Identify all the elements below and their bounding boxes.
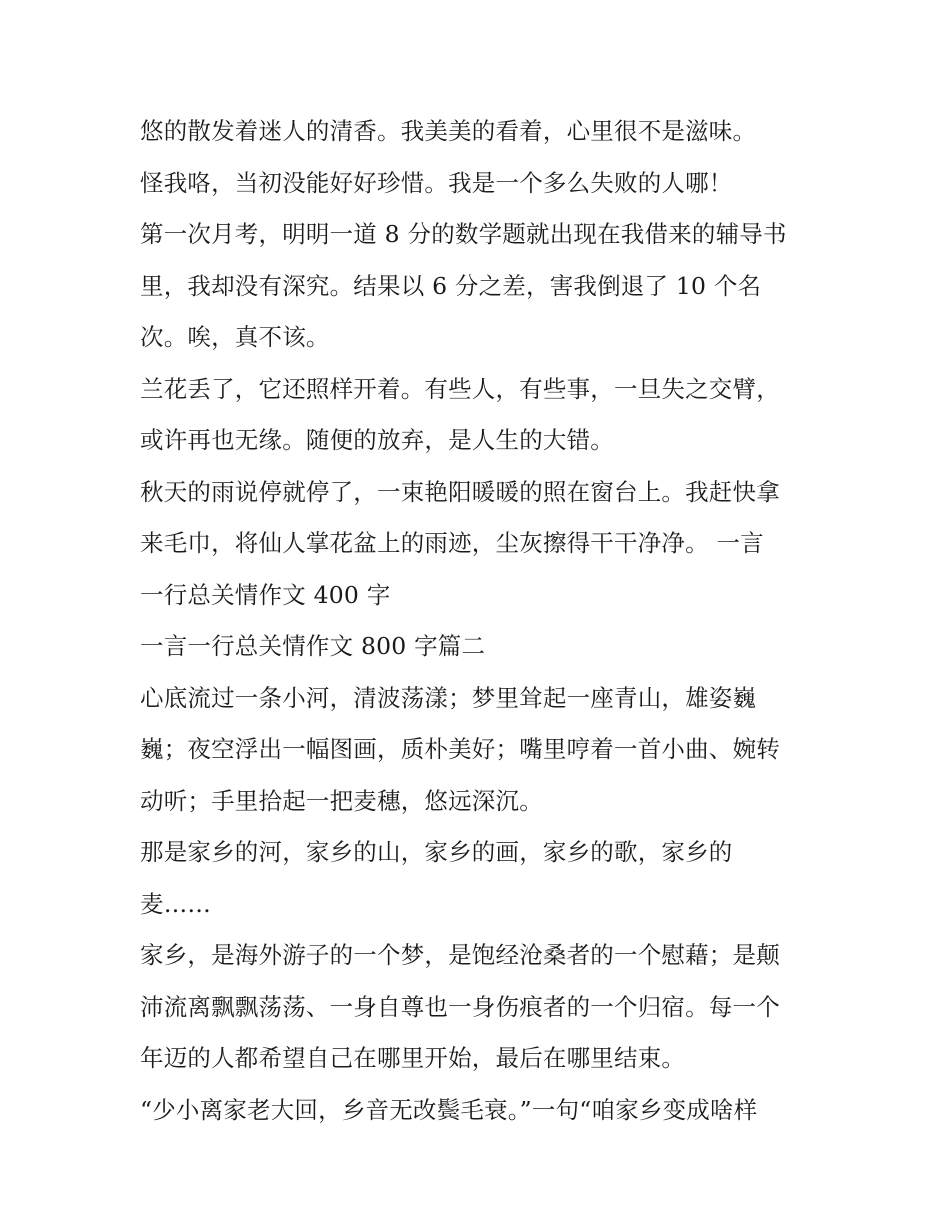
text-line: 秋天的雨说停就停了，一束艳阳暖暖的照在窗台上。我赶快拿 <box>140 477 780 506</box>
text-line: “少小离家老大回，乡音无改鬓毛衰。”一句“咱家乡变成啥样 <box>140 1095 758 1124</box>
text-line: 家乡，是海外游子的一个梦，是饱经沧桑者的一个慰藉；是颠 <box>140 941 780 969</box>
essay-text <box>140 106 820 1136</box>
text-line: 一行总关情作文 400 字 <box>140 580 391 609</box>
text-line: 沛流离飘飘荡荡、一身自尊也一身伤痕者的一个归宿。每一个 <box>140 992 780 1021</box>
text-line: 或许再也无缘。随便的放弃，是人生的大错。 <box>140 426 614 454</box>
text-line: 心底流过一条小河，清波荡漾；梦里耸起一座青山，雄姿巍 <box>140 683 757 712</box>
section-heading: 一言一行总关情作文 800 字篇二 <box>140 632 486 660</box>
text-line: 次。唉，真不该。 <box>140 323 330 351</box>
text-line: 来毛巾，将仙人掌花盆上的雨迹，尘灰擦得干干净净。 一言 <box>140 529 764 557</box>
text-line: 怪我咯，当初没能好好珍惜。我是一个多么失败的人哪！ <box>140 168 733 197</box>
text-line: 那是家乡的河，家乡的山，家乡的画，家乡的歌，家乡的 <box>140 838 733 866</box>
text-line: 第一次月考，明明一道 8 分的数学题就出现在我借来的辅导书 <box>140 220 787 248</box>
text-line: 动听；手里拾起一把麦穗，悠远深沉。 <box>140 786 543 815</box>
text-line: 麦…… <box>140 889 212 918</box>
text-line: 兰花丢了，它还照样开着。有些人，有些事，一旦失之交臂， <box>140 374 780 403</box>
text-line: 年迈的人都希望自己在哪里开始，最后在哪里结束。 <box>140 1044 686 1072</box>
text-line: 巍；夜空浮出一幅图画，质朴美好；嘴里哼着一首小曲、婉转 <box>140 735 780 763</box>
text-line: 里，我却没有深究。结果以 6 分之差，害我倒退了 10 个名 <box>140 271 762 300</box>
text-line: 悠的散发着迷人的清香。我美美的看着，心里很不是滋味。 <box>140 117 757 145</box>
